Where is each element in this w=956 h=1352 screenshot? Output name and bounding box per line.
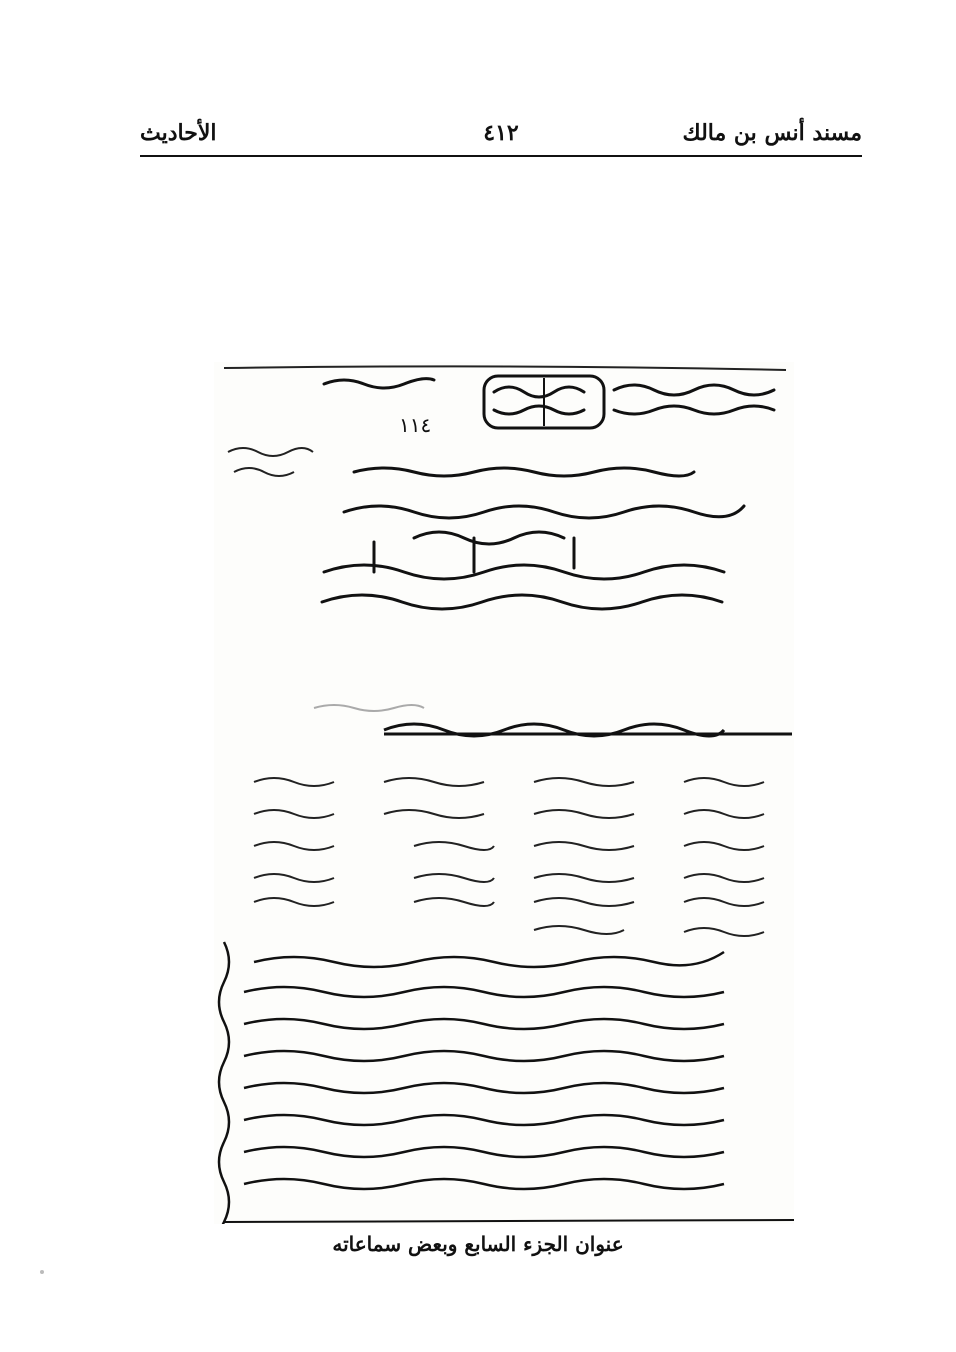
title-block-handwriting <box>322 468 744 609</box>
samaat-block <box>219 942 724 1224</box>
manuscript-image <box>214 362 794 1224</box>
bottom-border-line <box>224 1220 794 1222</box>
top-border-line <box>224 366 786 370</box>
figure-caption: عنوان الجزء السابع وبعض سماعاته <box>332 1232 624 1256</box>
top-handwriting <box>324 379 774 414</box>
second-heading <box>314 705 792 736</box>
page-number: ٤١٢ <box>483 120 519 146</box>
book-title: مسند أنس بن مالك <box>682 120 862 146</box>
folio-mark: ١١٤ <box>399 413 432 437</box>
manuscript-drawing <box>214 362 794 1224</box>
running-header <box>140 118 862 158</box>
scan-speck <box>40 1270 44 1274</box>
header-rule <box>140 155 862 157</box>
margin-note-top-left <box>228 448 313 476</box>
names-list <box>254 778 764 936</box>
section-title: الأحاديث <box>140 120 217 146</box>
